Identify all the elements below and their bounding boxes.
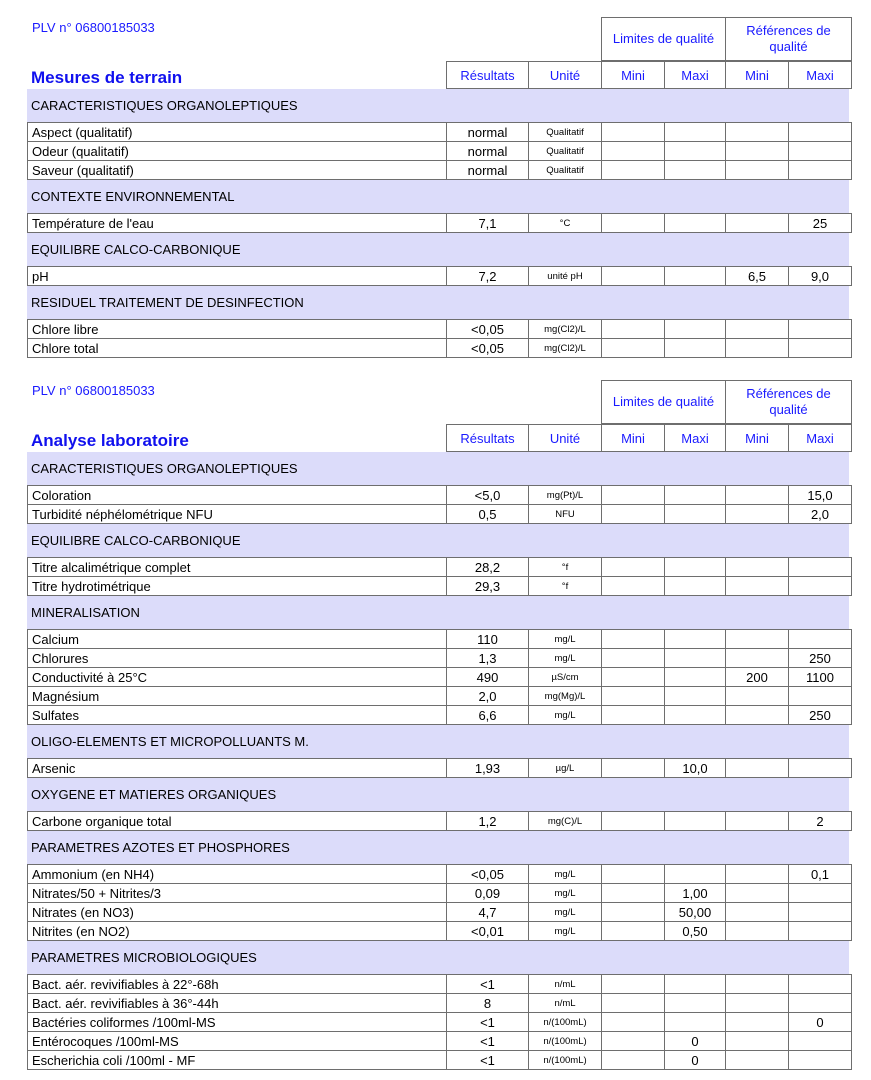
limit-min-cell [601, 922, 664, 940]
result-cell: 7,1 [446, 214, 528, 232]
header-column-row [446, 61, 852, 89]
limit-max-cell: 0 [664, 1032, 725, 1050]
result-cell: 6,6 [446, 706, 528, 724]
table-row [27, 812, 852, 831]
ref-max-cell [788, 123, 852, 141]
limit-min-cell [601, 486, 664, 504]
ref-max-cell [788, 994, 852, 1012]
result-cell: <1 [446, 975, 528, 993]
section-header: CONTEXTE ENVIRONNEMENTAL [27, 180, 849, 213]
limit-max-cell [664, 577, 725, 595]
section-rows [27, 557, 852, 596]
unit-cell: µS/cm [528, 668, 601, 686]
unit-cell: mg/L [528, 922, 601, 940]
result-cell: 0,09 [446, 884, 528, 902]
unit-cell: mg(C)/L [528, 812, 601, 830]
limit-min-cell [601, 505, 664, 523]
limit-min-cell [601, 123, 664, 141]
result-cell: 4,7 [446, 903, 528, 921]
limit-min-cell [601, 649, 664, 667]
limit-max-cell: 0,50 [664, 922, 725, 940]
result-cell: <0,05 [446, 865, 528, 883]
unit-cell: mg/L [528, 649, 601, 667]
parameter-name-cell: Titre alcalimétrique complet [27, 558, 446, 576]
ref-max-cell [788, 577, 852, 595]
ref-min-cell [725, 687, 788, 705]
ref-min-cell: 200 [725, 668, 788, 686]
ref-max-cell [788, 339, 852, 357]
unit-header: Unité [528, 61, 601, 89]
result-cell: normal [446, 123, 528, 141]
parameter-name-cell: Chlore libre [27, 320, 446, 338]
ref-max-cell [788, 922, 852, 940]
limit-max-header: Maxi [664, 424, 725, 452]
table-row [27, 161, 852, 180]
ref-min-cell [725, 759, 788, 777]
limit-max-cell [664, 649, 725, 667]
unit-cell: n/mL [528, 994, 601, 1012]
section-rows [27, 319, 852, 358]
limit-max-cell [664, 630, 725, 648]
ref-max-header: Maxi [788, 61, 852, 89]
result-cell: 490 [446, 668, 528, 686]
block-title: Mesures de terrain [31, 68, 183, 87]
ref-min-header: Mini [725, 61, 788, 89]
ref-max-cell [788, 687, 852, 705]
table-row [27, 922, 852, 941]
ref-min-cell [725, 1051, 788, 1069]
ref-max-cell: 0,1 [788, 865, 852, 883]
result-cell: <0,05 [446, 320, 528, 338]
limit-max-cell [664, 812, 725, 830]
ref-max-cell: 2,0 [788, 505, 852, 523]
limit-max-cell [664, 975, 725, 993]
ref-min-cell [725, 1013, 788, 1031]
limit-max-cell [664, 142, 725, 160]
parameter-name-cell: Température de l'eau [27, 214, 446, 232]
parameter-name-cell: Chlorures [27, 649, 446, 667]
unit-cell: mg/L [528, 706, 601, 724]
limit-min-cell [601, 630, 664, 648]
header-group-row [601, 380, 852, 424]
limit-min-header: Mini [601, 424, 664, 452]
table-row [27, 865, 852, 884]
ref-min-cell [725, 486, 788, 504]
ref-min-cell: 6,5 [725, 267, 788, 285]
results-table [27, 89, 852, 358]
section-rows [27, 485, 852, 524]
limit-min-cell [601, 214, 664, 232]
ref-min-cell [725, 339, 788, 357]
result-cell: 110 [446, 630, 528, 648]
limit-max-cell [664, 123, 725, 141]
parameter-name-cell: Bact. aér. revivifiables à 36°-44h [27, 994, 446, 1012]
unit-cell: n/(100mL) [528, 1051, 601, 1069]
table-row [27, 123, 852, 142]
table-row [27, 267, 852, 286]
limit-min-cell [601, 994, 664, 1012]
ref-max-cell [788, 142, 852, 160]
limit-max-cell [664, 320, 725, 338]
result-cell: 8 [446, 994, 528, 1012]
unit-cell: mg(Cl2)/L [528, 320, 601, 338]
references-group-header: Références de qualité [725, 380, 852, 424]
parameter-name-cell: Ammonium (en NH4) [27, 865, 446, 883]
ref-max-cell: 250 [788, 649, 852, 667]
limit-min-cell [601, 812, 664, 830]
limit-min-cell [601, 903, 664, 921]
limit-max-header: Maxi [664, 61, 725, 89]
ref-min-cell [725, 630, 788, 648]
parameter-name-cell: Conductivité à 25°C [27, 668, 446, 686]
limit-min-header: Mini [601, 61, 664, 89]
limit-min-cell [601, 142, 664, 160]
unit-cell: mg(Cl2)/L [528, 339, 601, 357]
limit-max-cell: 50,00 [664, 903, 725, 921]
table-row [27, 577, 852, 596]
limit-max-cell [664, 706, 725, 724]
ref-min-cell [725, 577, 788, 595]
result-cell: <1 [446, 1051, 528, 1069]
ref-min-cell [725, 142, 788, 160]
result-cell: <0,05 [446, 339, 528, 357]
parameter-name-cell: Nitrates (en NO3) [27, 903, 446, 921]
limit-max-cell [664, 486, 725, 504]
limit-max-cell [664, 214, 725, 232]
plv-number: PLV n° 06800185033 [32, 383, 155, 398]
ref-max-cell: 250 [788, 706, 852, 724]
section-header: MINERALISATION [27, 596, 849, 629]
ref-min-cell [725, 649, 788, 667]
limit-min-cell [601, 577, 664, 595]
ref-min-cell [725, 1032, 788, 1050]
ref-max-cell: 1100 [788, 668, 852, 686]
ref-max-cell [788, 1051, 852, 1069]
unit-cell: °f [528, 558, 601, 576]
unit-cell: µg/L [528, 759, 601, 777]
result-cell: <0,01 [446, 922, 528, 940]
unit-cell: Qualitatif [528, 142, 601, 160]
parameter-name-cell: Saveur (qualitatif) [27, 161, 446, 179]
limits-group-header: Limites de qualité [601, 380, 725, 424]
ref-max-cell [788, 903, 852, 921]
table-row [27, 1013, 852, 1032]
ref-min-cell [725, 161, 788, 179]
ref-min-cell [725, 558, 788, 576]
unit-cell: unité pH [528, 267, 601, 285]
limit-max-cell [664, 687, 725, 705]
table-row [27, 759, 852, 778]
ref-max-cell: 9,0 [788, 267, 852, 285]
table-row [27, 903, 852, 922]
unit-cell: Qualitatif [528, 123, 601, 141]
limit-max-cell [664, 339, 725, 357]
table-row [27, 486, 852, 505]
limit-min-cell [601, 558, 664, 576]
parameter-name-cell: Nitrates/50 + Nitrites/3 [27, 884, 446, 902]
table-row [27, 1051, 852, 1070]
limit-min-cell [601, 759, 664, 777]
parameter-name-cell: Odeur (qualitatif) [27, 142, 446, 160]
limit-min-cell [601, 687, 664, 705]
ref-min-cell [725, 994, 788, 1012]
results-header: Résultats [446, 61, 528, 89]
ref-min-cell [725, 884, 788, 902]
limit-min-cell [601, 865, 664, 883]
limit-max-cell [664, 558, 725, 576]
limit-min-cell [601, 267, 664, 285]
unit-cell: mg(Pt)/L [528, 486, 601, 504]
unit-cell: °f [528, 577, 601, 595]
ref-min-cell [725, 505, 788, 523]
parameter-name-cell: Sulfates [27, 706, 446, 724]
result-cell: 1,3 [446, 649, 528, 667]
table-row [27, 505, 852, 524]
table-row [27, 339, 852, 358]
unit-header: Unité [528, 424, 601, 452]
results-header: Résultats [446, 424, 528, 452]
unit-cell: n/(100mL) [528, 1013, 601, 1031]
ref-max-cell: 2 [788, 812, 852, 830]
result-cell: <5,0 [446, 486, 528, 504]
section-header: CARACTERISTIQUES ORGANOLEPTIQUES [27, 89, 849, 122]
table-row [27, 214, 852, 233]
ref-max-cell: 0 [788, 1013, 852, 1031]
header-column-row [446, 424, 852, 452]
table-row [27, 142, 852, 161]
table-row [27, 994, 852, 1013]
ref-max-cell [788, 630, 852, 648]
limit-max-cell [664, 161, 725, 179]
limit-min-cell [601, 161, 664, 179]
section-header: PARAMETRES MICROBIOLOGIQUES [27, 941, 849, 974]
parameter-name-cell: Calcium [27, 630, 446, 648]
ref-min-cell [725, 865, 788, 883]
table-row [27, 320, 852, 339]
limit-min-cell [601, 706, 664, 724]
result-cell: 28,2 [446, 558, 528, 576]
ref-min-cell [725, 922, 788, 940]
ref-min-header: Mini [725, 424, 788, 452]
unit-cell: mg/L [528, 630, 601, 648]
limit-min-cell [601, 975, 664, 993]
ref-max-cell [788, 759, 852, 777]
parameter-name-cell: Entérocoques /100ml-MS [27, 1032, 446, 1050]
ref-max-cell [788, 975, 852, 993]
parameter-name-cell: Coloration [27, 486, 446, 504]
ref-min-cell [725, 123, 788, 141]
section-header: EQUILIBRE CALCO-CARBONIQUE [27, 524, 849, 557]
table-row [27, 558, 852, 577]
unit-cell: Qualitatif [528, 161, 601, 179]
result-cell: 2,0 [446, 687, 528, 705]
section-rows [27, 213, 852, 233]
limit-max-cell: 0 [664, 1051, 725, 1069]
ref-min-cell [725, 214, 788, 232]
limit-min-cell [601, 320, 664, 338]
section-rows [27, 864, 852, 941]
unit-cell: mg/L [528, 865, 601, 883]
table-row [27, 649, 852, 668]
result-cell: 29,3 [446, 577, 528, 595]
section-rows [27, 122, 852, 180]
unit-cell: mg(Mg)/L [528, 687, 601, 705]
limit-min-cell [601, 339, 664, 357]
ref-max-cell [788, 320, 852, 338]
parameter-name-cell: Turbidité néphélométrique NFU [27, 505, 446, 523]
parameter-name-cell: Titre hydrotimétrique [27, 577, 446, 595]
result-cell: normal [446, 142, 528, 160]
limit-max-cell [664, 1013, 725, 1031]
ref-max-cell [788, 1032, 852, 1050]
limit-min-cell [601, 1013, 664, 1031]
limit-max-cell [664, 865, 725, 883]
block-title: Analyse laboratoire [31, 431, 189, 450]
plv-number: PLV n° 06800185033 [32, 20, 155, 35]
section-rows [27, 629, 852, 725]
ref-min-cell [725, 975, 788, 993]
unit-cell: NFU [528, 505, 601, 523]
result-cell: <1 [446, 1032, 528, 1050]
section-rows [27, 974, 852, 1070]
limit-min-cell [601, 668, 664, 686]
table-row [27, 1032, 852, 1051]
limit-max-cell [664, 994, 725, 1012]
limit-max-cell: 1,00 [664, 884, 725, 902]
ref-max-cell: 25 [788, 214, 852, 232]
table-row [27, 884, 852, 903]
parameter-name-cell: Bact. aér. revivifiables à 22°-68h [27, 975, 446, 993]
limit-max-cell [664, 505, 725, 523]
ref-max-cell: 15,0 [788, 486, 852, 504]
limit-max-cell [664, 267, 725, 285]
unit-cell: n/mL [528, 975, 601, 993]
ref-min-cell [725, 706, 788, 724]
ref-max-header: Maxi [788, 424, 852, 452]
header-group-row [601, 17, 852, 61]
result-cell: 1,2 [446, 812, 528, 830]
parameter-name-cell: Carbone organique total [27, 812, 446, 830]
section-rows [27, 811, 852, 831]
section-header: PARAMETRES AZOTES ET PHOSPHORES [27, 831, 849, 864]
result-cell: <1 [446, 1013, 528, 1031]
limit-max-cell [664, 668, 725, 686]
table-row [27, 706, 852, 725]
limits-group-header: Limites de qualité [601, 17, 725, 61]
parameter-name-cell: Nitrites (en NO2) [27, 922, 446, 940]
ref-min-cell [725, 320, 788, 338]
result-cell: 7,2 [446, 267, 528, 285]
limit-min-cell [601, 1051, 664, 1069]
parameter-name-cell: Arsenic [27, 759, 446, 777]
ref-max-cell [788, 161, 852, 179]
unit-cell: mg/L [528, 903, 601, 921]
section-header: CARACTERISTIQUES ORGANOLEPTIQUES [27, 452, 849, 485]
section-rows [27, 758, 852, 778]
parameter-name-cell: Chlore total [27, 339, 446, 357]
parameter-name-cell: Bactéries coliformes /100ml-MS [27, 1013, 446, 1031]
ref-max-cell [788, 884, 852, 902]
ref-min-cell [725, 812, 788, 830]
ref-max-cell [788, 558, 852, 576]
section-header: OLIGO-ELEMENTS ET MICROPOLLUANTS M. [27, 725, 849, 758]
limit-min-cell [601, 1032, 664, 1050]
references-group-header: Références de qualité [725, 17, 852, 61]
parameter-name-cell: Escherichia coli /100ml - MF [27, 1051, 446, 1069]
result-cell: normal [446, 161, 528, 179]
table-row [27, 975, 852, 994]
ref-min-cell [725, 903, 788, 921]
parameter-name-cell: Magnésium [27, 687, 446, 705]
unit-cell: mg/L [528, 884, 601, 902]
section-header: EQUILIBRE CALCO-CARBONIQUE [27, 233, 849, 266]
results-table [27, 452, 852, 1070]
table-row [27, 687, 852, 706]
parameter-name-cell: Aspect (qualitatif) [27, 123, 446, 141]
section-rows [27, 266, 852, 286]
section-header: RESIDUEL TRAITEMENT DE DESINFECTION [27, 286, 849, 319]
section-header: OXYGENE ET MATIERES ORGANIQUES [27, 778, 849, 811]
parameter-name-cell: pH [27, 267, 446, 285]
unit-cell: n/(100mL) [528, 1032, 601, 1050]
table-row [27, 630, 852, 649]
result-cell: 1,93 [446, 759, 528, 777]
limit-min-cell [601, 884, 664, 902]
unit-cell: °C [528, 214, 601, 232]
limit-max-cell: 10,0 [664, 759, 725, 777]
result-cell: 0,5 [446, 505, 528, 523]
table-row [27, 668, 852, 687]
